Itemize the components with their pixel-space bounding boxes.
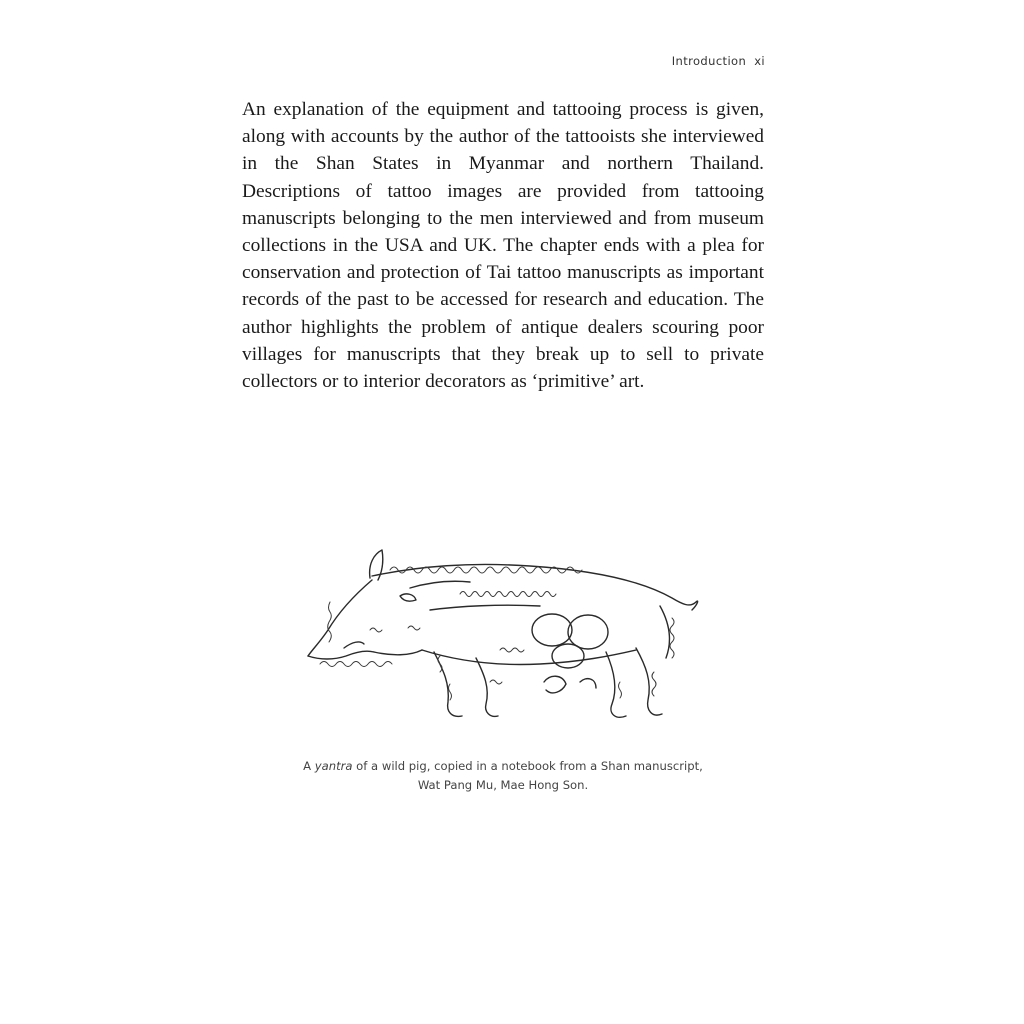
caption-prefix: A (303, 759, 315, 773)
figure-caption (242, 757, 764, 794)
caption-line1-rest: of a wild pig, copied in a notebook from a Shan manuscript, (352, 759, 703, 773)
running-head (672, 54, 765, 68)
running-head-section: Introduction (671, 54, 747, 68)
caption-line-2: Wat Pang Mu, Mae Hong Son. (417, 777, 589, 792)
yantra-figure (300, 532, 712, 744)
caption-italic-term: yantra (314, 759, 353, 773)
caption-line-1 (242, 757, 764, 776)
wild-pig-yantra-drawing (300, 532, 712, 744)
body-paragraph: An explanation of the equipment and tattooing process is given, along with accounts by the author of the tattooists she interviewed in the Shan States in Myanmar and northern Thailand. Descriptions of tattoo images are provided from tattooing manuscripts belonging to the men interviewed and from museum collections in the USA and UK. The chapter ends with a plea for conservation and protection of Tai tattoo manuscripts as important records of the past to be accessed for research and education. The author highlights the problem of antique dealers scouring poor villages for manuscripts that they break up to sell to private collectors or to interior decorators as ‘primitive’ art. (242, 99, 764, 393)
page-number: xi (754, 54, 765, 68)
